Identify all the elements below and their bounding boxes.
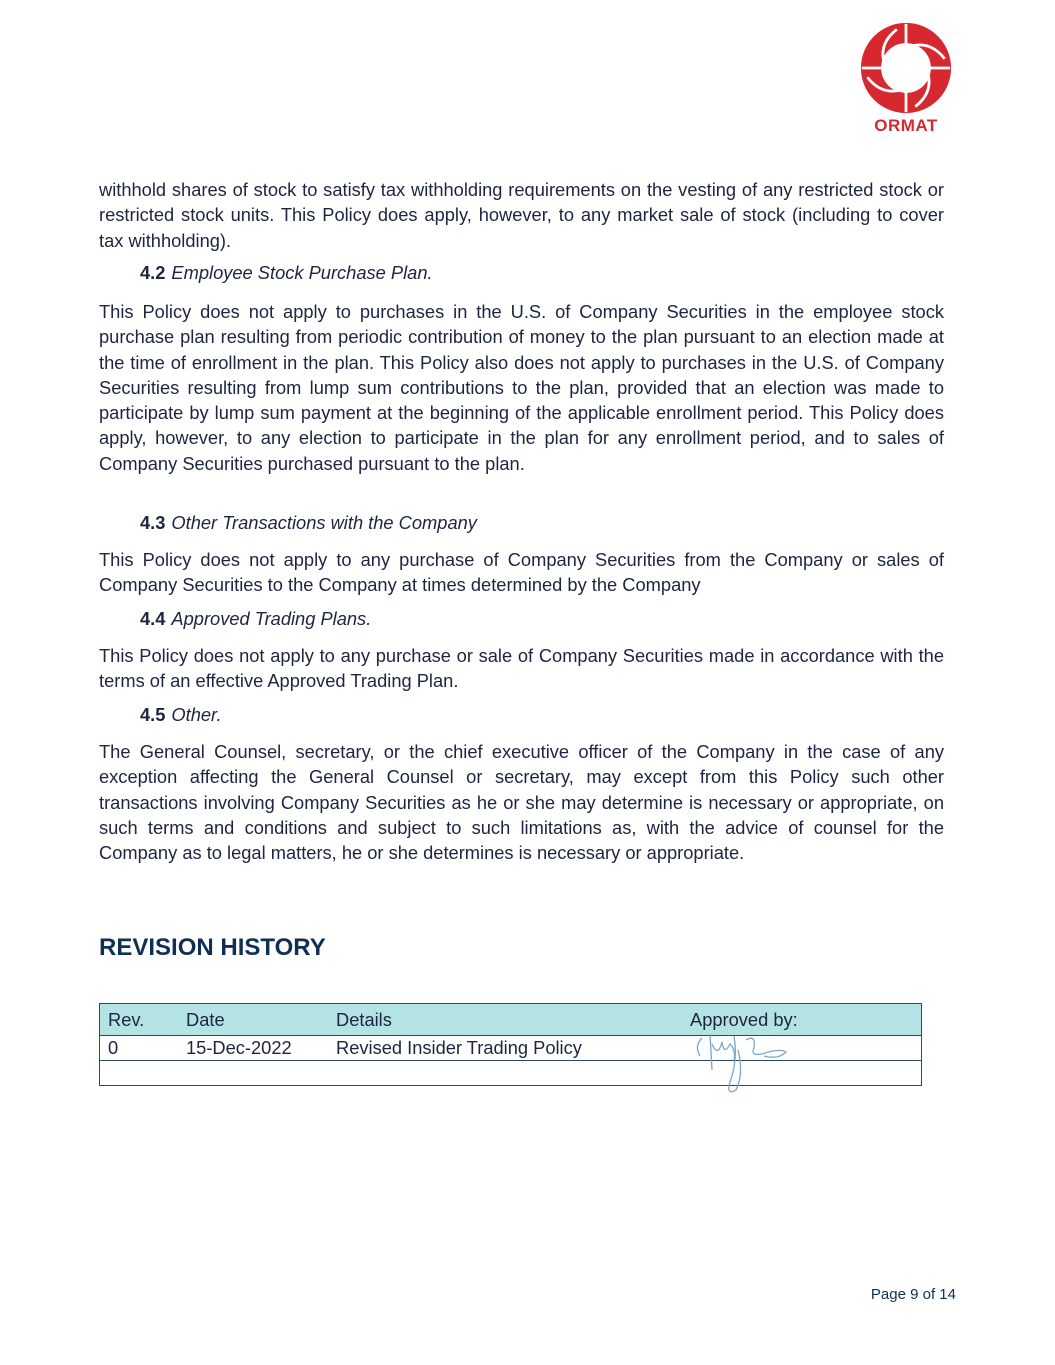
section-4-4-heading bbox=[140, 608, 371, 630]
paragraph-other: The General Counsel, secretary, or the chief executive officer of the Company in the case of any exception affecting the General Counsel or secretary, may except from this Policy such other transactions involving Company Securities as he or she may determine is necessary or appropriate, on such terms and conditions and subject to such limitations as, with the advice of counsel for the Company as to legal matters, he or she determines is necessary or appropriate. bbox=[99, 741, 944, 864]
section-4-3-heading bbox=[140, 512, 477, 534]
section-title: Other Transactions with the Company bbox=[171, 512, 477, 533]
section-4-5-heading bbox=[140, 704, 222, 726]
cell-date: 15-Dec-2022 bbox=[178, 1036, 328, 1061]
section-title: Employee Stock Purchase Plan. bbox=[171, 262, 433, 283]
header-date: Date bbox=[178, 1004, 328, 1036]
paragraph-trading-plans: This Policy does not apply to any purchase or sale of Company Securities made in accordance with the terms of an effective Approved Trading Plan. bbox=[99, 645, 944, 692]
paragraph-espp: This Policy does not apply to purchases in the U.S. of Company Securities in the employee stock purchase plan resulting from periodic contribution of money to the plan pursuant to an election made at the time of enrollment in the plan. This Policy also does not apply to purchases in the U.S. of Company Securities resulting from lump sum contributions to the plan, provided that an election was made to participate by lump sum payment at the beginning of the applicable enrollment period. This Policy does apply, however, to any election to participate in the plan for any enrollment period, and to sales of Company Securities purchased pursuant to the plan. bbox=[99, 301, 944, 474]
paragraph-other-transactions: This Policy does not apply to any purchase of Company Securities from the Company or sales of Company Securities to the Company at times determined by the Company bbox=[99, 549, 944, 596]
cell-details: Revised Insider Trading Policy bbox=[328, 1036, 682, 1061]
logo-wordmark: ORMAT bbox=[874, 116, 938, 135]
section-number: 4.5 bbox=[140, 704, 166, 725]
section-4-2-heading bbox=[140, 262, 433, 284]
signature bbox=[690, 1030, 800, 1100]
cell-rev: 0 bbox=[100, 1036, 179, 1061]
ormat-ring-icon bbox=[860, 22, 952, 114]
header-approved-by: Approved by: bbox=[682, 1004, 922, 1036]
revision-history-heading: REVISION HISTORY bbox=[99, 934, 326, 961]
section-number: 4.3 bbox=[140, 512, 166, 533]
header-rev: Rev. bbox=[100, 1004, 179, 1036]
header-details: Details bbox=[328, 1004, 682, 1036]
page-number: Page 9 of 14 bbox=[870, 1286, 956, 1303]
ormat-logo bbox=[860, 22, 950, 137]
paragraph-withholding: withhold shares of stock to satisfy tax withholding requirements on the vesting of any restricted stock or restricted stock units. This Policy does apply, however, to any market sale of stock (including to cover tax withholding). bbox=[99, 179, 944, 251]
section-title: Approved Trading Plans. bbox=[171, 608, 372, 629]
section-number: 4.2 bbox=[140, 262, 166, 283]
section-title: Other. bbox=[171, 704, 222, 725]
section-number: 4.4 bbox=[140, 608, 166, 629]
